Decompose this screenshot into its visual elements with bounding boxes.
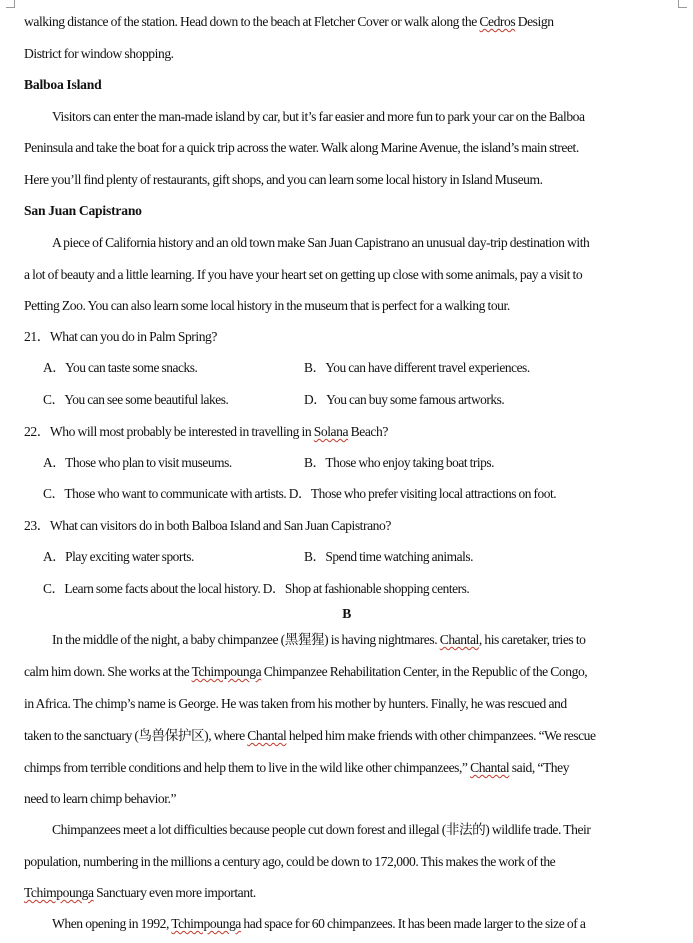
text-run: Chimpanzee Rehabilitation Center, in the Republic of the Congo,: [261, 664, 588, 679]
text-run: Beach?: [348, 424, 388, 439]
option-22-b: B．Those who enjoy taking boat trips.: [304, 455, 495, 470]
paragraph-line: Petting Zoo. You can also learn some local history in the museum that is perfect for a walking tour.: [24, 298, 510, 313]
paragraph-line: [24, 11, 675, 33]
paragraph-line: Chimpanzees meet a lot difficulties because people cut down forest and illegal (非法的) wildlife trade. Their: [52, 822, 591, 837]
option-21-d: D．You can buy some famous artworks.: [304, 392, 505, 407]
option-21-b: B．You can have different travel experiences.: [304, 360, 530, 375]
question-stem-22: [24, 421, 675, 443]
paragraph-line: [52, 629, 675, 651]
paragraph-line: [24, 661, 675, 683]
option-21-c: C．You can see some beautiful lakes.: [43, 392, 229, 407]
paragraph-line: [52, 913, 675, 935]
paragraph-line: [24, 757, 675, 779]
option-23-cd: C．Learn some facts about the local history. D．Shop at fashionable shopping centers.: [43, 581, 470, 596]
text-run: In the middle of the night, a baby chimpanzee (黑猩猩) is having nightmares.: [52, 632, 440, 647]
paragraph-line: A piece of California history and an old town make San Juan Capistrano an unusual day-trip destination with: [52, 235, 590, 250]
paragraph-line: [24, 882, 675, 904]
spellcheck-word: Chantal: [470, 760, 510, 775]
paragraph-line: in Africa. The chimp’s name is George. He was taken from his mother by hunters. Finally, he was rescued and: [24, 696, 567, 711]
text-run: said, “They: [509, 760, 570, 775]
text-run: Sanctuary even more important.: [93, 885, 256, 900]
option-21-a: A．You can taste some snacks.: [43, 360, 198, 375]
paragraph-line: population, numbering in the millions a century ago, could be down to 172,000. This makes the work of the: [24, 854, 556, 869]
section-heading-balboa: Balboa Island: [24, 77, 102, 92]
paragraph-line: District for window shopping.: [24, 46, 174, 61]
text-run: , his caretaker, tries to: [478, 632, 586, 647]
text-run: walking distance of the station. Head down to the beach at Fletcher Cover or walk along the: [24, 14, 480, 29]
text-run: taken to the sanctuary (鸟兽保护区), where: [24, 728, 248, 743]
question-stem-21: 21．What can you do in Palm Spring?: [24, 329, 217, 344]
text-run: had space for 60 chimpanzees. It has been made larger to the size of a: [240, 916, 586, 931]
spellcheck-word: Tchimpounga: [191, 664, 262, 679]
paragraph-line: Here you’ll find plenty of restaurants, gift shops, and you can learn some local history in Island Museum.: [24, 172, 543, 187]
spellcheck-word: Chantal: [439, 632, 479, 647]
section-label-b: B: [342, 606, 351, 621]
spellcheck-word: Solana: [313, 424, 349, 439]
question-stem-23: 23．What can visitors do in both Balboa Island and San Juan Capistrano?: [24, 518, 391, 533]
paragraph-line: [24, 725, 675, 747]
page-corner-mark-left: [6, 0, 15, 8]
option-22-cd: C．Those who want to communicate with artists. D．Those who prefer visiting local attractions on foot.: [43, 486, 557, 501]
text-run: helped him make friends with other chimpanzees. “We rescue: [286, 728, 596, 743]
paragraph-line: need to learn chimp behavior.”: [24, 791, 177, 806]
section-heading-capistrano: San Juan Capistrano: [24, 203, 142, 218]
text-run: When opening in 1992,: [52, 916, 172, 931]
option-22-a: A．Those who plan to visit museums.: [43, 455, 232, 470]
text-run: calm him down. She works at the: [24, 664, 192, 679]
page-corner-mark-right: [678, 0, 687, 8]
paragraph-line: Visitors can enter the man-made island by car, but it’s far easier and more fun to park your car on the Balboa: [52, 109, 585, 124]
option-23-a: A．Play exciting water sports.: [43, 549, 194, 564]
paragraph-line: a lot of beauty and a little learning. If you have your heart set on getting up close with some animals, pay a visit to: [24, 267, 583, 282]
spellcheck-word: Chantal: [247, 728, 287, 743]
spellcheck-word: Tchimpounga: [171, 916, 241, 931]
text-run: Design: [515, 14, 554, 29]
text-run: 22．Who will most probably be interested in travelling in: [24, 424, 314, 439]
paragraph-line: Peninsula and take the boat for a quick trip across the water. Walk along Marine Avenue, the island’s main street.: [24, 140, 579, 155]
spellcheck-word: Cedros: [479, 14, 516, 29]
option-23-b: B．Spend time watching animals.: [304, 549, 474, 564]
text-run: chimps from terrible conditions and help them to live in the wild like other chimpanzees,”: [24, 760, 471, 775]
spellcheck-word: Tchimpounga: [24, 885, 94, 900]
